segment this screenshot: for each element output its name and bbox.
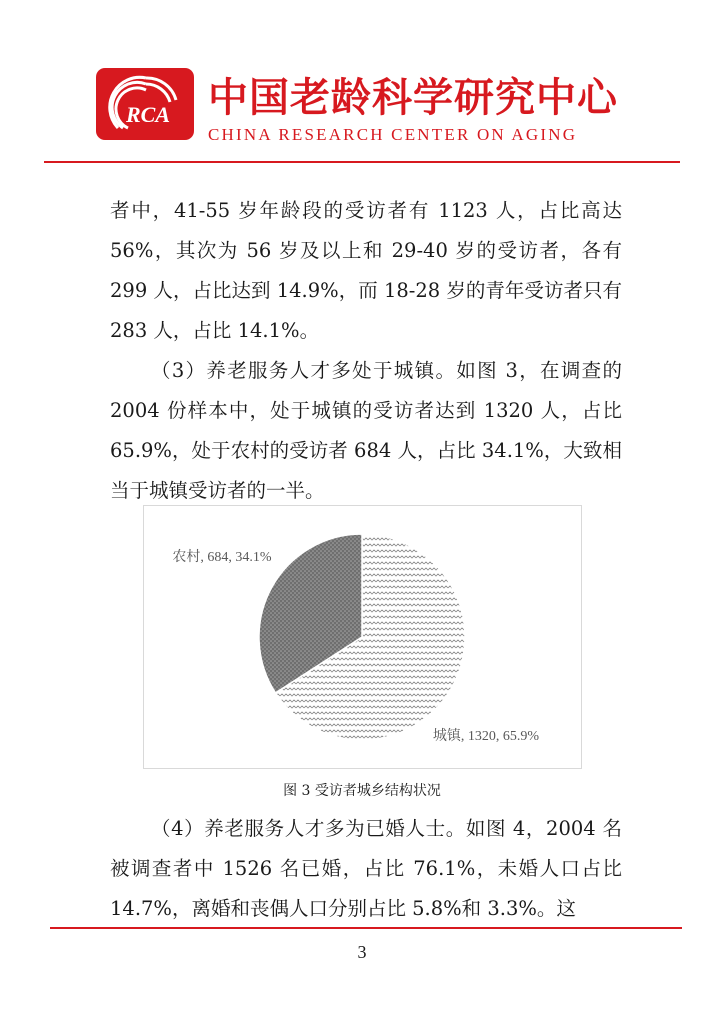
page-number: 3: [357, 942, 367, 962]
body-text-bottom: [110, 809, 622, 929]
paragraph: （4）养老服务人才多为已婚人士。如图 4，2004 名被调查者中 1526 名已婚，占比 76.1%，未婚人口占比 14.7%，离婚和丧偶人口分别占比 5.8%和 3.3%。这: [110, 817, 622, 920]
slice-label-nongcun: 农村, 684, 34.1%: [172, 550, 272, 565]
paragraph: （3）养老服务人才多处于城镇。如图 3，在调查的 2004 份样本中，处于城镇的受访者达到 1320 人，占比 65.9%，处于农村的受访者 684 人，占比 34.1%，大致相当于城镇受访者的一半。: [110, 359, 622, 502]
pie-chart: [143, 505, 582, 769]
org-name-en: CHINA RESEARCH CENTER ON AGING: [208, 125, 578, 144]
slice-label-chengzhen: 城镇, 1320, 65.9%: [432, 729, 540, 744]
header-divider: [44, 161, 680, 163]
org-name-cn: 中国老龄科学研究中心: [208, 75, 618, 121]
figure-caption: 图 3 受访者城乡结构状况: [283, 783, 441, 799]
paragraph: 者中，41-55 岁年龄段的受访者有 1123 人，占比高达 56%，其次为 56 岁及以上和 29-40 岁的受访者，各有 299 人，占比达到 14.9%，而 18-28 岁的青年受访者只有 283 人，占比 14.1%。: [110, 199, 622, 342]
footer-divider: [50, 927, 682, 929]
page-header: [0, 0, 724, 170]
body-text-top: [110, 191, 622, 511]
rca-logo: [96, 68, 194, 140]
logo-text: RCA: [125, 102, 171, 127]
pie-chart-svg: [144, 506, 581, 768]
